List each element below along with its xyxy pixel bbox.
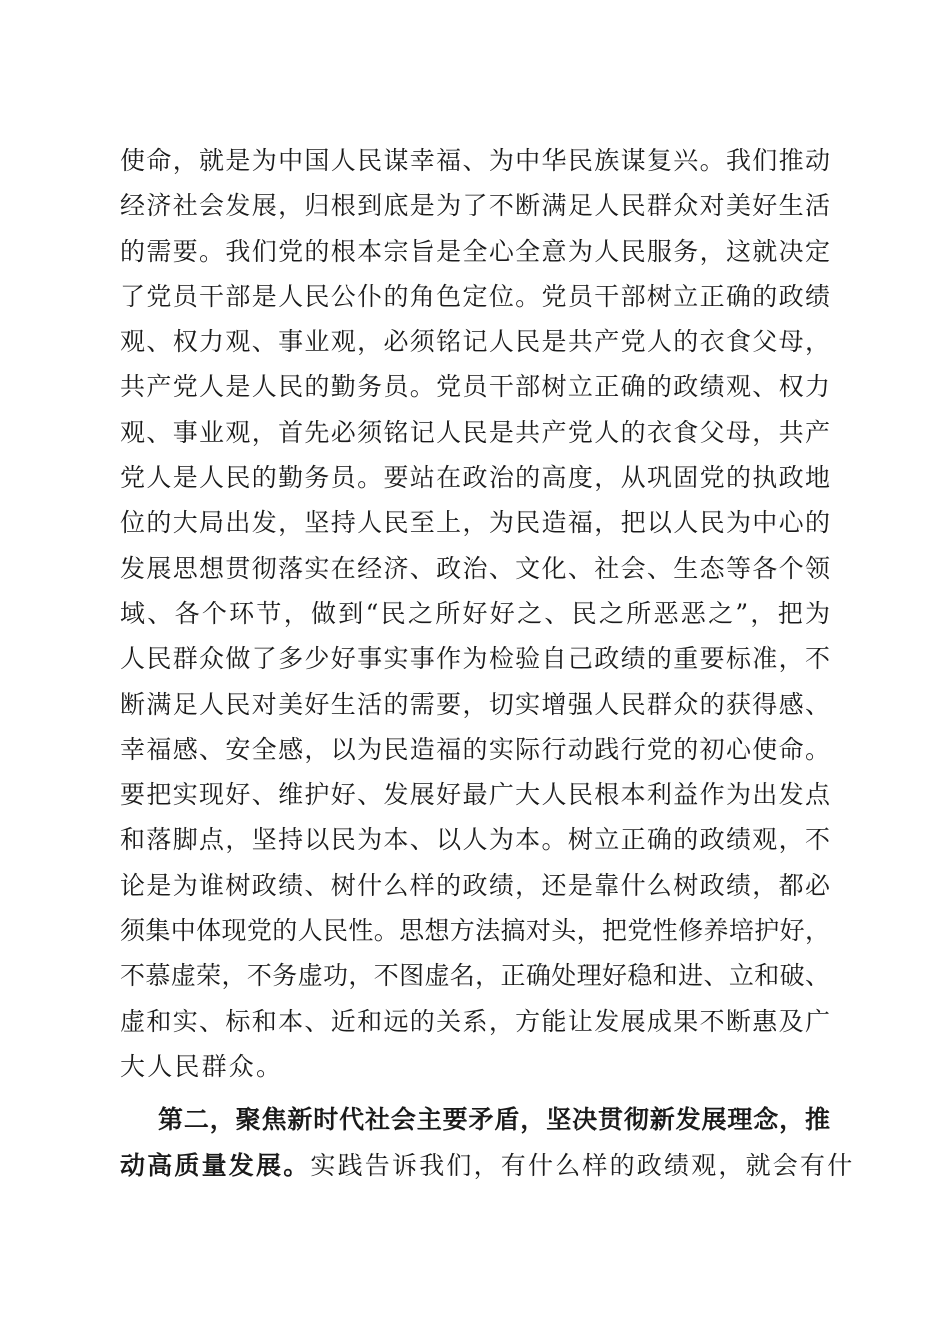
paragraph-spacer xyxy=(120,1089,830,1097)
paragraph-1-line-9: 位的大局出发，坚持人民至上，为民造福，把以人民为中心的 xyxy=(120,508,830,538)
paragraph-1-line-3: 的需要。我们党的根本宗旨是全心全意为人民服务，这就决定 xyxy=(120,236,830,266)
paragraph-1 xyxy=(120,138,830,1089)
document-page xyxy=(120,138,855,1188)
paragraph-1-line-11: 域、各个环节，做到“民之所好好之、民之所恶恶之”，把为 xyxy=(120,598,830,628)
paragraph-1-line-6: 共产党人是人民的勤务员。党员干部树立正确的政绩观、权力 xyxy=(120,372,830,402)
paragraph-1-line-4: 了党员干部是人民公仆的角色定位。党员干部树立正确的政绩 xyxy=(120,281,830,311)
paragraph-1-line-21: 大人民群众。 xyxy=(120,1051,284,1081)
paragraph-1-line-10: 发展思想贯彻落实在经济、政治、文化、社会、生态等各个领 xyxy=(120,553,830,583)
paragraph-2-line-2 xyxy=(120,1143,855,1188)
paragraph-1-line-16: 和落脚点，坚持以民为本、以人为本。树立正确的政绩观，不 xyxy=(120,825,830,855)
paragraph-2-heading-line-1: 第二，聚焦新时代社会主要矛盾，坚决贯彻新发展理念，推 xyxy=(158,1105,830,1135)
paragraph-1-line-8: 党人是人民的勤务员。要站在政治的高度，从巩固党的执政地 xyxy=(120,463,830,493)
paragraph-1-line-15: 要把实现好、维护好、发展好最广大人民根本利益作为出发点 xyxy=(120,780,830,810)
paragraph-1-line-14: 幸福感、安全感，以为民造福的实际行动践行党的初心使命。 xyxy=(120,734,830,764)
paragraph-2-heading-line-2: 动高质量发展。 xyxy=(120,1150,311,1180)
paragraph-1-line-20: 虚和实、标和本、近和远的关系，方能让发展成果不断惠及广 xyxy=(120,1006,830,1036)
paragraph-1-line-1: 使命，就是为中国人民谋幸福、为中华民族谋复兴。我们推动 xyxy=(120,146,830,175)
paragraph-1-line-17: 论是为谁树政绩、树什么样的政绩，还是靠什么树政绩，都必 xyxy=(120,870,830,900)
paragraph-1-line-12: 人民群众做了多少好事实事作为检验自己政绩的重要标准，不 xyxy=(120,644,830,674)
paragraph-1-line-13: 断满足人民对美好生活的需要，切实增强人民群众的获得感、 xyxy=(120,689,830,719)
paragraph-2 xyxy=(120,1097,855,1188)
paragraph-1-line-2: 经济社会发展，归根到底是为了不断满足人民群众对美好生活 xyxy=(120,191,830,221)
paragraph-1-line-18: 须集中体现党的人民性。思想方法搞对头，把党性修养培护好， xyxy=(120,916,830,946)
paragraph-1-line-19: 不慕虚荣，不务虚功，不图虚名，正确处理好稳和进、立和破、 xyxy=(120,961,830,991)
paragraph-1-line-5: 观、权力观、事业观，必须铭记人民是共产党人的衣食父母， xyxy=(120,327,830,357)
paragraph-1-line-7: 观、事业观，首先必须铭记人民是共产党人的衣食父母，共产 xyxy=(120,417,830,447)
paragraph-2-body-text: 实践告诉我们，有什么样的政绩观，就会有什 xyxy=(310,1150,855,1180)
